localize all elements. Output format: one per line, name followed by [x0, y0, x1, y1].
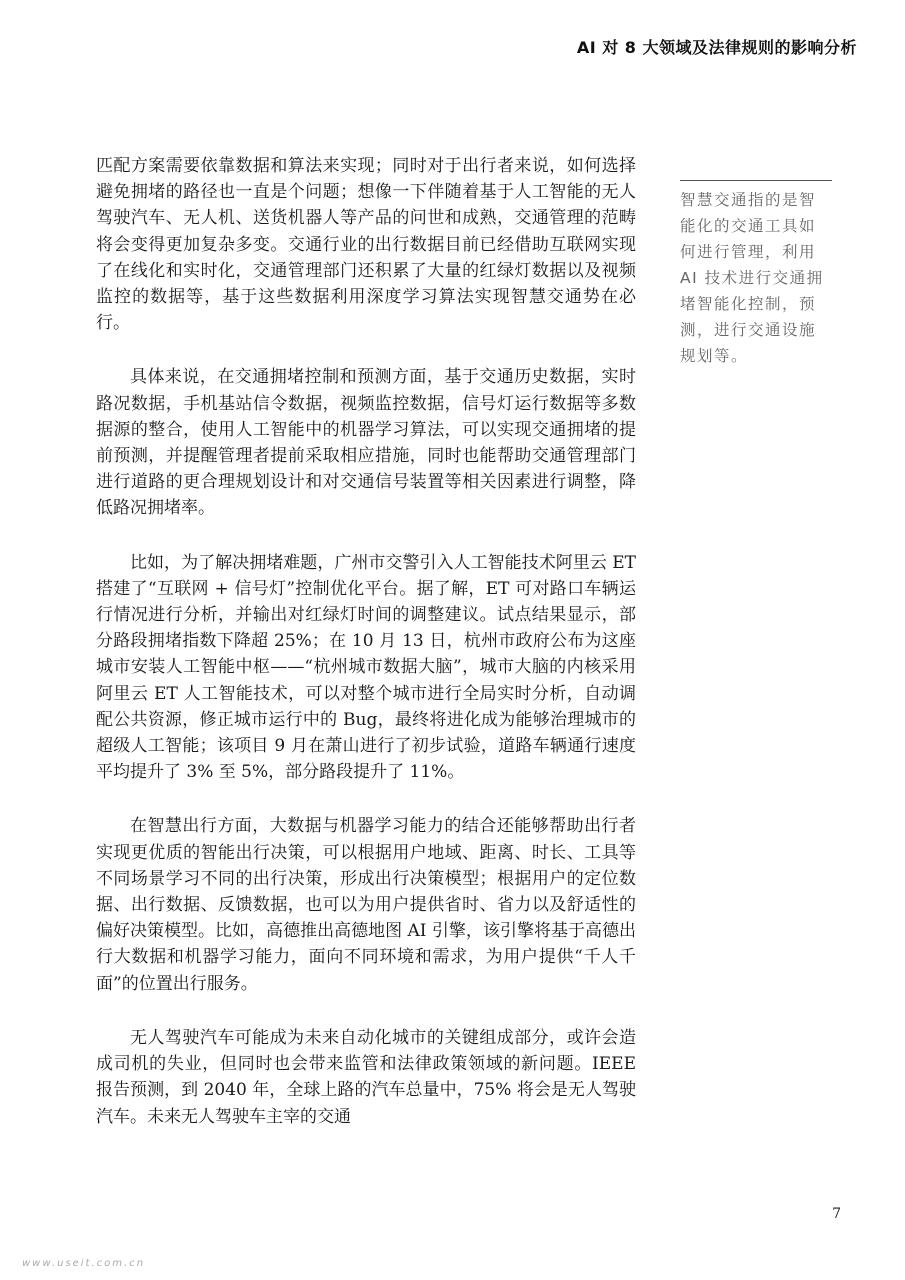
- main-body-text: [96, 153, 636, 1158]
- page-number: 7: [832, 1206, 841, 1222]
- body-paragraph-3: 比如，为了解决拥堵难题，广州市交警引入人工智能技术阿里云 ET 搭建了“互联网 + 信号灯”控制优化平台。据了解，ET 可对路口车辆运行情况进行分析，并输出对红绿灯时间的调整建议。试点结果显示，部分路段拥堵指数下降超 25%；在 10 月 13 日，杭州市政府公布为这座城市安装人工智能中枢——“杭州城市数据大脑”，城市大脑的内核采用阿里云 ET 人工智能技术，可以对整个城市进行全局实时分析，自动调配公共资源，修正城市运行中的 Bug，最终将进化成为能够治理城市的超级人工智能；该项目 9 月在萧山进行了初步试验，道路车辆通行速度平均提升了 3% 至 5%，部分路段提升了 11%。: [96, 552, 636, 783]
- body-paragraph-4: 在智慧出行方面，大数据与机器学习能力的结合还能够帮助出行者实现更优质的智能出行决策，可以根据用户地域、距离、时长、工具等不同场景学习不同的出行决策，形成出行决策模型；根据用户的定位数据、出行数据、反馈数据，也可以为用户提供省时、省力以及舒适性的偏好决策模型。比如，高德推出高德地图 AI 引擎，该引擎将基于高德出行大数据和机器学习能力，面向不同环境和需求，为用户提供“千人千面”的位置出行服务。: [96, 816, 636, 994]
- body-paragraph-5: 无人驾驶汽车可能成为未来自动化城市的关键组成部分，或许会造成司机的失业，但同时也会带来监管和法律政策领域的新问题。IEEE 报告预测，到 2040 年，全球上路的汽车总量中，75% 将会是无人驾驶汽车。未来无人驾驶车主宰的交通: [96, 1027, 636, 1127]
- body-paragraph-1: 匹配方案需要依靠数据和算法来实现；同时对于出行者来说，如何选择避免拥堵的路径也一直是个问题；想像一下伴随着基于人工智能的无人驾驶汽车、无人机、送货机器人等产品的问世和成熟，交通管理的范畴将会变得更加复杂多变。交通行业的出行数据目前已经借助互联网实现了在线化和实时化，交通管理部门还积累了大量的红绿灯数据以及视频监控的数据等，基于这些数据利用深度学习算法实现智慧交通势在必行。: [96, 156, 636, 334]
- body-paragraph-2: 具体来说，在交通拥堵控制和预测方面，基于交通历史数据，实时路况数据，手机基站信令数据，视频监控数据，信号灯运行数据等多数据源的整合，使用人工智能中的机器学习算法，可以实现交通拥堵的提前预测，并提醒管理者提前采取相应措施，同时也能帮助交通管理部门进行道路的更合理规划设计和对交通信号装置等相关因素进行调整，降低路况拥堵率。: [96, 367, 636, 519]
- site-watermark: www.useit.com.cn: [22, 1258, 146, 1269]
- running-header-title: AI 对 8 大领域及法律规则的影响分析: [576, 38, 857, 57]
- margin-sidenote: 智慧交通指的是智能化的交通工具如何进行管理，利用 AI 技术进行交通拥堵智能化控制，预测，进行交通设施规划等。: [680, 180, 832, 369]
